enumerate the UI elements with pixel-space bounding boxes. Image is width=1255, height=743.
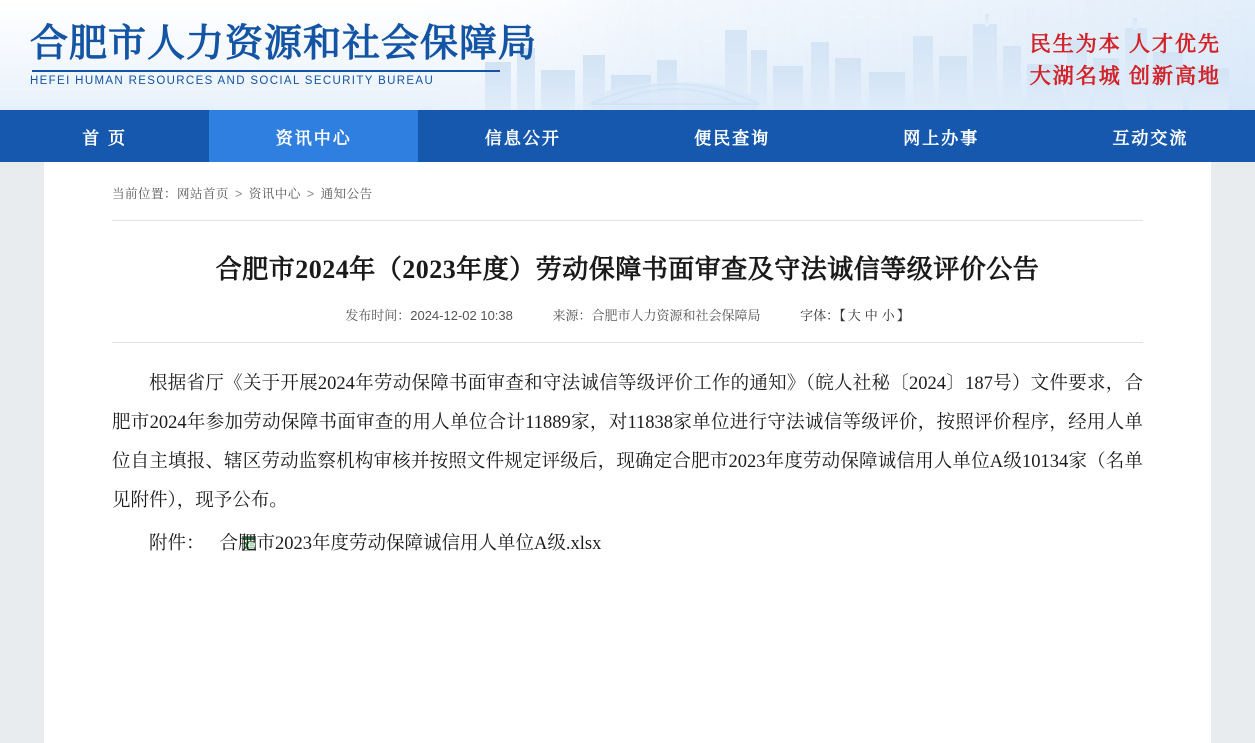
font-size-medium-button[interactable]: 中 xyxy=(864,308,878,323)
breadcrumb-separator-2: > xyxy=(306,187,315,201)
article-body xyxy=(112,365,1143,521)
xlsx-file-icon xyxy=(205,527,219,542)
site-logo-en: HEFEI HUMAN RESOURCES AND SOCIAL SECURITY BUREAU xyxy=(30,75,435,87)
source-value: 合肥市人力资源和社会保障局 xyxy=(591,308,761,323)
nav-item-news-center[interactable]: 资讯中心 xyxy=(209,110,418,162)
publish-time-value: 2024-12-02 10:38 xyxy=(410,308,513,323)
publish-time-label: 发布时间： xyxy=(345,308,411,323)
site-logo[interactable] xyxy=(30,22,537,87)
font-size-controls xyxy=(800,305,910,324)
breadcrumb xyxy=(84,162,1171,202)
font-size-bracket-close: 】 xyxy=(896,308,910,323)
source-block xyxy=(553,305,761,324)
font-size-large-button[interactable]: 大 xyxy=(847,308,861,323)
article-card xyxy=(44,162,1211,743)
nav-item-info-disclosure[interactable]: 信息公开 xyxy=(484,128,561,148)
main-navigation xyxy=(0,110,1255,162)
logo-divider xyxy=(32,70,500,72)
breadcrumb-item-home[interactable]: 网站首页 xyxy=(177,187,230,201)
breadcrumb-separator-1: > xyxy=(235,187,243,201)
nav-item-public-query[interactable]: 便民查询 xyxy=(694,128,771,148)
article-meta xyxy=(84,305,1171,324)
slogan-line-1: 民生为本 人才优先 xyxy=(1029,32,1221,56)
page-title: 合肥市2024年（2023年度）劳动保障书面审查及守法诚信等级评价公告 xyxy=(215,255,1040,284)
source-label: 来源： xyxy=(552,308,592,323)
breadcrumb-item-news-center[interactable]: 资讯中心 xyxy=(248,187,301,201)
nav-item-home[interactable]: 首 页 xyxy=(82,128,127,148)
attachment-filename: 合肥市2023年度劳动保障诚信用人单位A级.xlsx xyxy=(219,534,602,554)
breadcrumb-divider xyxy=(112,220,1143,221)
attachment-row xyxy=(112,525,1143,564)
site-logo-cn: 合肥市人力资源和社会保障局 xyxy=(30,23,538,65)
page-body xyxy=(0,162,1255,743)
slogan-line-2: 大湖名城 创新高地 xyxy=(1029,64,1221,88)
article-paragraph-1: 根据省厅《关于开展2024年劳动保障书面审查和守法诚信等级评价工作的通知》（皖人社秘〔2024〕187号）文件要求，合肥市2024年参加劳动保障书面审查的用人单位合计11889家，对11838家单位进行守法诚信等级评价，按照评价程序，经用人单位自主填报、辖区劳动监察机构审核并按照文件规定评级后，现确定合肥市2023年度劳动保障诚信用人单位A级10134家（名单见附件），现予公布。 xyxy=(112,374,1143,511)
font-size-small-button[interactable]: 小 xyxy=(881,308,895,323)
breadcrumb-prefix: 当前位置： xyxy=(112,187,178,201)
font-size-label: 字体： xyxy=(800,308,840,323)
attachment-link[interactable] xyxy=(205,534,602,554)
breadcrumb-item-notice[interactable]: 通知公告 xyxy=(320,187,373,201)
article-divider xyxy=(112,342,1143,343)
attachment-label: 附件： xyxy=(149,534,205,554)
nav-item-online-service[interactable]: 网上办事 xyxy=(903,128,980,148)
nav-item-interaction[interactable]: 互动交流 xyxy=(1112,128,1189,148)
font-size-bracket-open: 【 xyxy=(839,308,846,323)
site-slogan xyxy=(1030,28,1221,92)
publish-time-block xyxy=(345,305,513,324)
site-header xyxy=(0,0,1255,110)
